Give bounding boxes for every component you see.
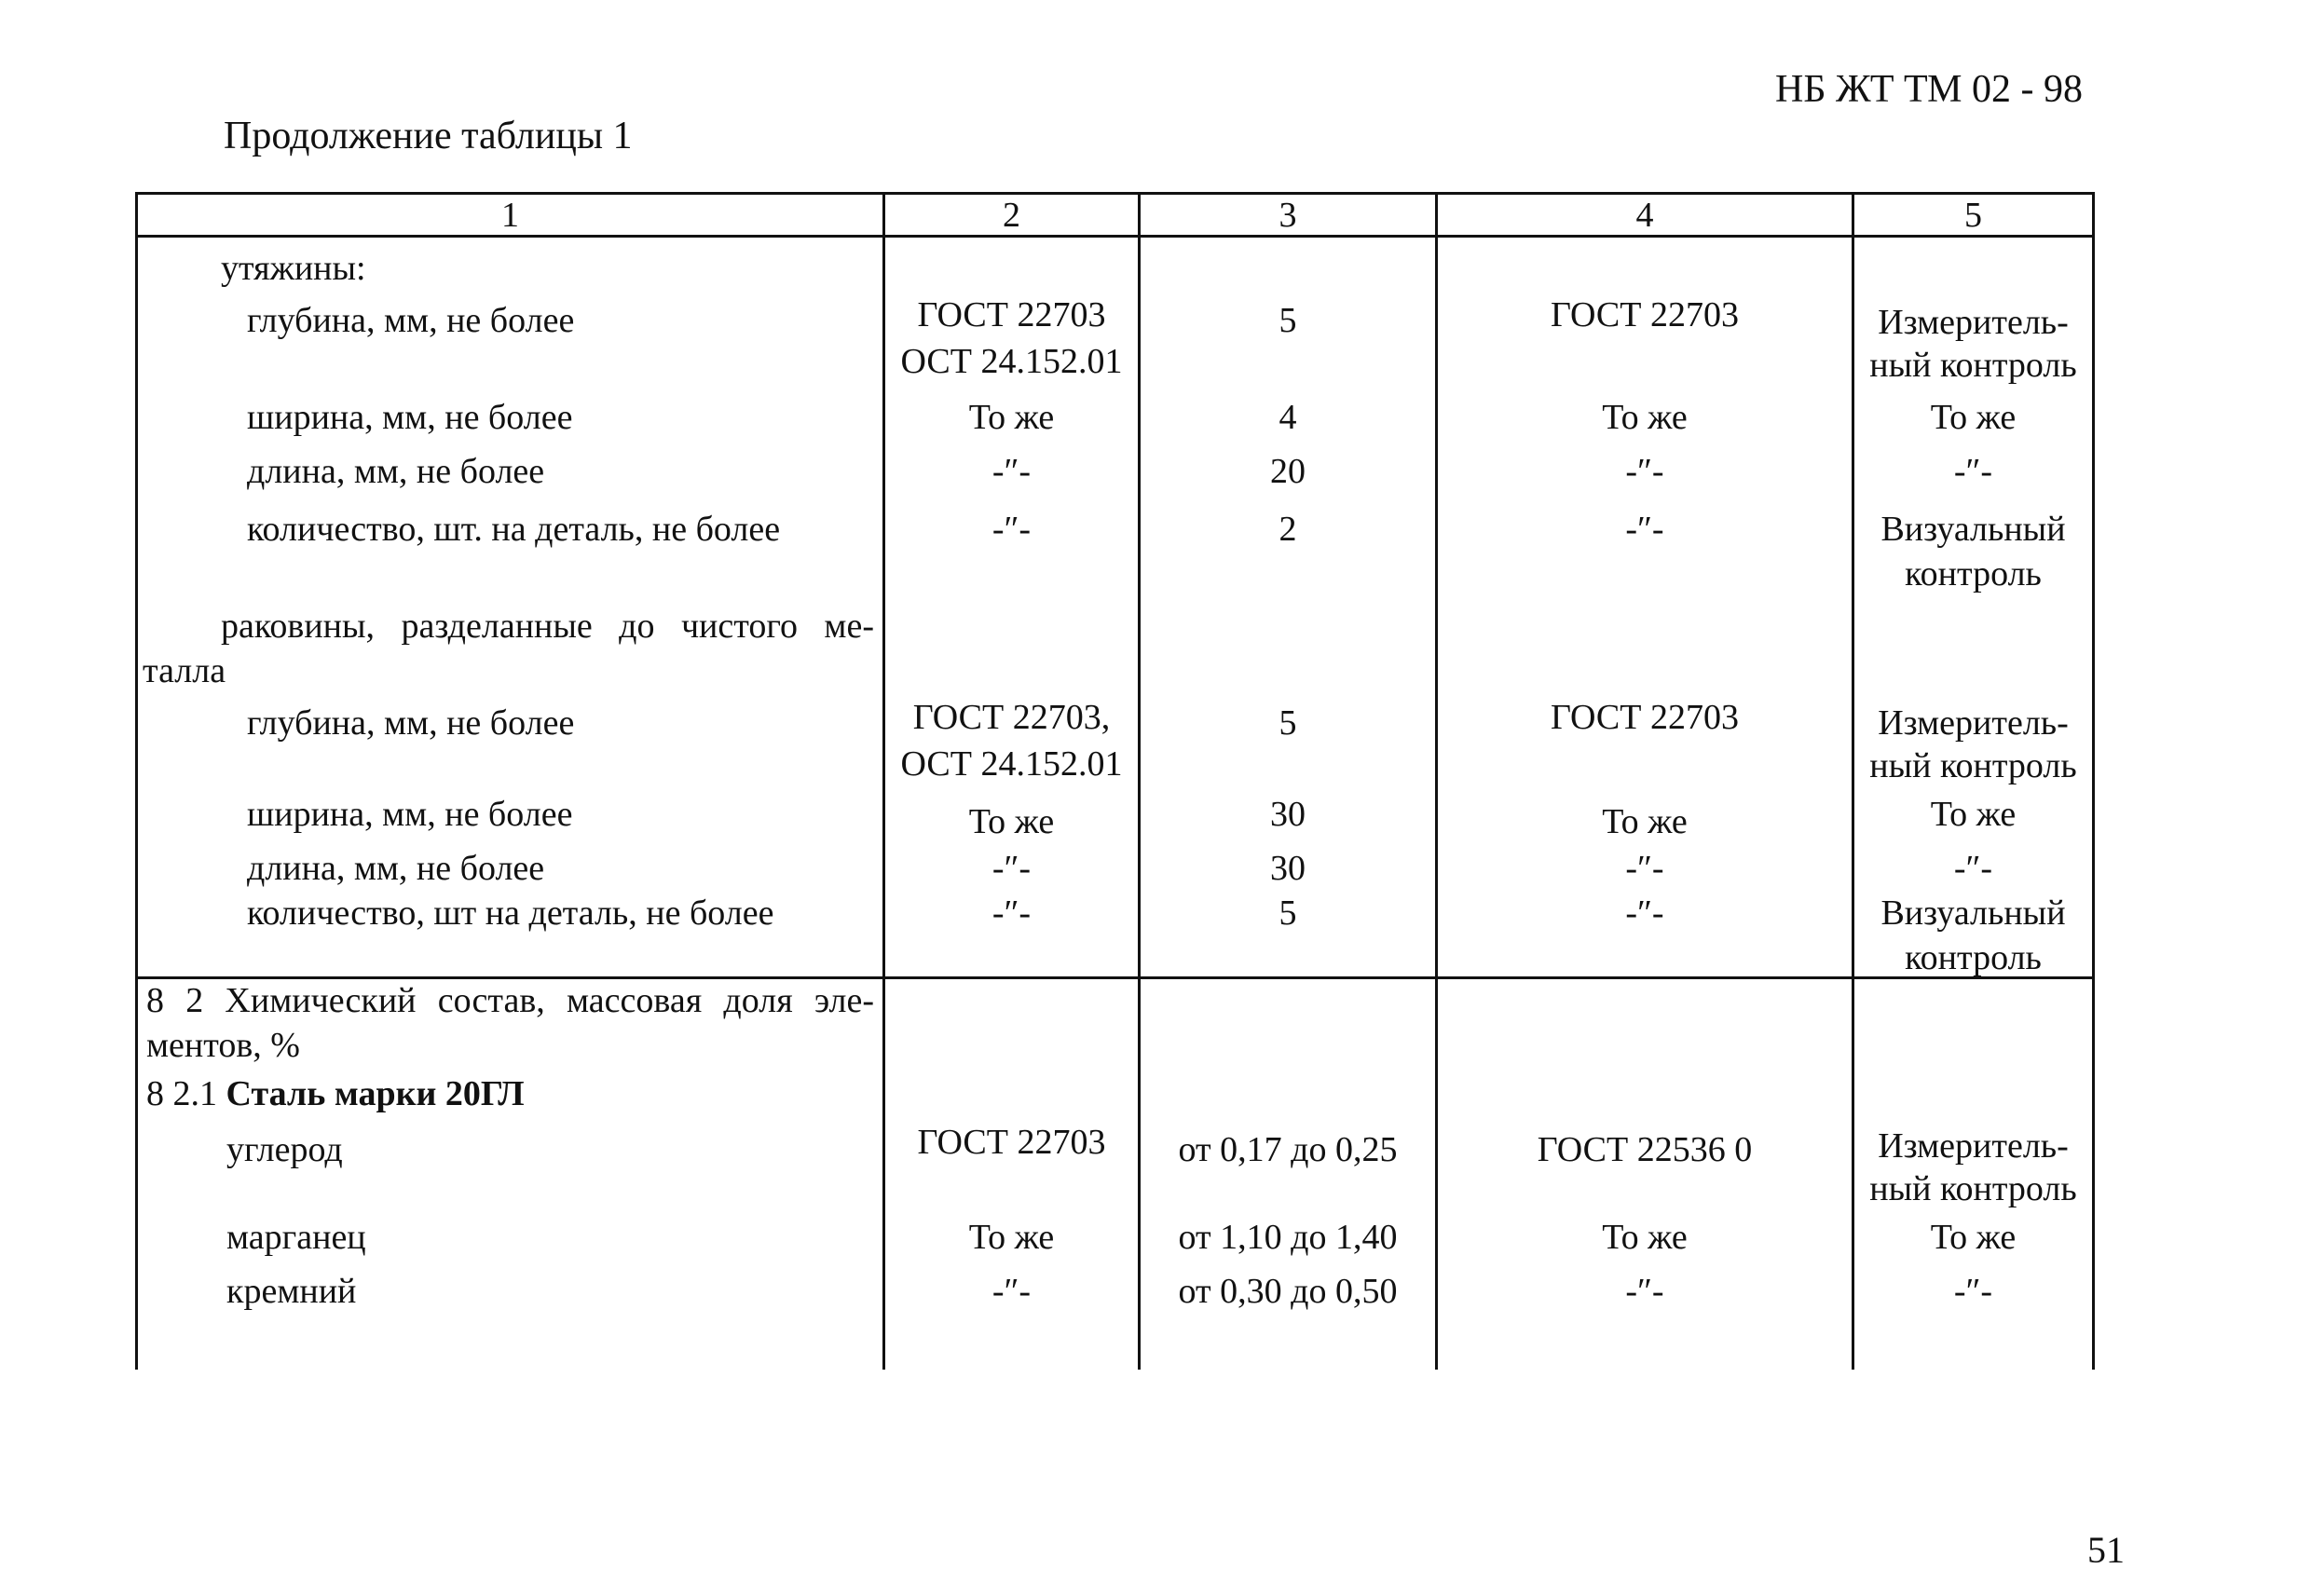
- standard-cell: ГОСТ 22703: [917, 1123, 1106, 1162]
- control-cell: Измеритель-: [1878, 1126, 2069, 1166]
- row-label: утяжины:: [221, 249, 366, 288]
- control-cell: Измеритель-: [1878, 303, 2069, 342]
- value-cell: 5: [1279, 703, 1297, 743]
- method-cell: То же: [1602, 398, 1688, 437]
- column-header-2: 2: [1003, 196, 1020, 235]
- value-cell: 4: [1279, 398, 1297, 437]
- row-label: ширина, мм, не более: [247, 398, 573, 437]
- method-cell: -″-: [1625, 849, 1664, 888]
- control-cell: Визуальный: [1880, 510, 2066, 549]
- standard-cell: То же: [968, 1218, 1055, 1257]
- standard-cell: ОСТ 24.152.01: [900, 744, 1123, 784]
- value-cell: 5: [1279, 893, 1297, 933]
- control-cell: То же: [1930, 1218, 2017, 1257]
- standard-cell: То же: [968, 398, 1055, 437]
- control-cell: ный контроль: [1869, 1169, 2077, 1208]
- row-label: глубина, мм, не более: [247, 703, 575, 743]
- value-cell: 30: [1270, 849, 1306, 888]
- value-cell: от 0,17 до 0,25: [1178, 1130, 1398, 1169]
- control-cell: ный контроль: [1869, 346, 2077, 385]
- method-cell: То же: [1602, 1218, 1688, 1257]
- column-header-5: 5: [1964, 196, 1982, 235]
- value-cell: от 0,30 до 0,50: [1178, 1272, 1398, 1311]
- method-cell: ГОСТ 22703: [1551, 698, 1739, 737]
- row-label: ширина, мм, не более: [247, 795, 573, 834]
- standard-cell: -″-: [991, 893, 1032, 933]
- value-cell: 2: [1279, 510, 1297, 549]
- col-border-2: [1138, 192, 1141, 1370]
- row-label: длина, мм, не более: [247, 849, 545, 888]
- method-cell: То же: [1602, 802, 1688, 841]
- standard-cell: То же: [968, 802, 1055, 841]
- control-cell: Измеритель-: [1878, 703, 2069, 743]
- row-label: углерод: [226, 1130, 343, 1169]
- standard-cell: -″-: [991, 452, 1032, 491]
- value-cell: 5: [1279, 301, 1297, 340]
- row-label: талла: [143, 651, 226, 690]
- document-number: НБ ЖТ ТМ 02 - 98: [1775, 68, 2083, 111]
- row-label: раковины, разделанные до чистого ме-: [221, 607, 874, 646]
- control-cell: -″-: [1953, 849, 1993, 888]
- row-label: глубина, мм, не более: [247, 301, 575, 340]
- column-header-4: 4: [1635, 196, 1654, 235]
- control-cell: ный контроль: [1869, 746, 2077, 785]
- value-cell: 20: [1270, 452, 1306, 491]
- control-cell: контроль: [1905, 554, 2042, 593]
- method-cell: -″-: [1625, 452, 1664, 491]
- standard-cell: ОСТ 24.152.01: [900, 342, 1123, 381]
- standard-cell: -″-: [991, 849, 1032, 888]
- subsection-heading: [146, 1071, 525, 1116]
- col-border-0: [135, 192, 138, 1370]
- method-cell: -″-: [1625, 893, 1664, 933]
- table-caption: Продолжение таблицы 1: [224, 115, 633, 157]
- column-header-1: 1: [501, 196, 519, 235]
- col-border-3: [1435, 192, 1438, 1370]
- control-cell: контроль: [1905, 938, 2042, 977]
- method-cell: -″-: [1625, 510, 1664, 549]
- control-cell: Визуальный: [1880, 893, 2066, 933]
- row-label: количество, шт. на деталь, не более: [247, 510, 781, 549]
- section-heading: ментов, %: [146, 1026, 300, 1065]
- method-cell: ГОСТ 22536 0: [1537, 1130, 1753, 1169]
- standard-cell: ГОСТ 22703: [917, 295, 1106, 334]
- method-cell: ГОСТ 22703: [1551, 295, 1739, 334]
- section-heading: 8 2 Химический состав, массовая доля эле-: [146, 981, 874, 1020]
- row-label: количество, шт на деталь, не более: [247, 893, 774, 933]
- row-label: марганец: [226, 1218, 366, 1257]
- standard-cell: -″-: [991, 1272, 1032, 1311]
- control-cell: То же: [1930, 398, 2017, 437]
- col-border-5: [2092, 192, 2095, 1370]
- row-label: кремний: [226, 1272, 357, 1311]
- method-cell: -″-: [1625, 1272, 1664, 1311]
- control-cell: -″-: [1953, 1272, 1993, 1311]
- value-cell: от 1,10 до 1,40: [1178, 1218, 1398, 1257]
- subsection-number: 8 2.1: [146, 1074, 217, 1113]
- standard-cell: -″-: [991, 510, 1032, 549]
- row-label: длина, мм, не более: [247, 452, 545, 491]
- control-cell: -″-: [1953, 452, 1993, 491]
- column-header-3: 3: [1279, 196, 1297, 235]
- control-cell: То же: [1930, 795, 2017, 834]
- page-number: 51: [2087, 1529, 2125, 1571]
- subsection-title: Сталь марки 20ГЛ: [226, 1074, 525, 1113]
- standard-cell: ГОСТ 22703,: [912, 698, 1111, 737]
- value-cell: 30: [1270, 795, 1306, 834]
